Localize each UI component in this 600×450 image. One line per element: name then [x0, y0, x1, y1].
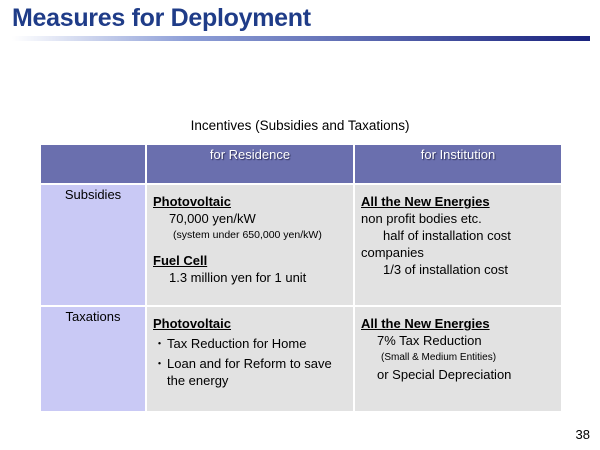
header-residence: for Residence [146, 144, 354, 184]
subsidies-institution-cell [354, 184, 562, 306]
pv-rate-note: (system under 650,000 yen/kW) [173, 229, 322, 241]
page-number: 38 [575, 427, 590, 442]
bullet-glyph: ・ [153, 336, 167, 351]
taxations-residence-cell [146, 306, 354, 412]
fuel-cell-heading: Fuel Cell [153, 253, 208, 268]
taxations-institution-cell [354, 306, 562, 412]
pv-rate: 70,000 yen/kW [169, 211, 256, 226]
slide-title: Measures for Deployment [12, 4, 311, 32]
bullet-glyph: ・ [153, 356, 167, 371]
row-label-subsidies: Subsidies [40, 184, 146, 306]
new-energies-heading: All the New Energies [361, 194, 490, 209]
pv-heading: Photovoltaic [153, 194, 232, 209]
pv-tax-heading: Photovoltaic [153, 316, 232, 331]
fuel-cell-amount: 1.3 million yen for 1 unit [169, 270, 307, 285]
row-subsidies [40, 184, 562, 306]
incentives-table [39, 143, 563, 413]
depreciation-line: or Special Depreciation [377, 367, 512, 382]
header-institution: for Institution [354, 144, 562, 184]
list-item: ・Loan and for Reform to save the energy [153, 356, 332, 388]
tax-reduction-line: 7% Tax Reduction [377, 333, 482, 348]
table-caption: Incentives (Subsidies and Taxations) [190, 118, 410, 133]
title-underline [12, 36, 590, 41]
subsidies-residence-cell [146, 184, 354, 306]
header-corner-cell [40, 144, 146, 184]
nonprofit-share: half of installation cost [383, 228, 511, 243]
companies-line: companies [361, 245, 424, 260]
list-item: ・Tax Reduction for Home [153, 336, 307, 351]
companies-share: 1/3 of installation cost [383, 262, 509, 277]
sme-note: (Small & Medium Entities) [381, 352, 497, 363]
new-energies-tax-heading: All the New Energies [361, 316, 490, 331]
nonprofit-line: non profit bodies etc. [361, 211, 482, 226]
table-header-row [40, 144, 562, 184]
row-taxations [40, 306, 562, 412]
row-label-taxations: Taxations [40, 306, 146, 412]
